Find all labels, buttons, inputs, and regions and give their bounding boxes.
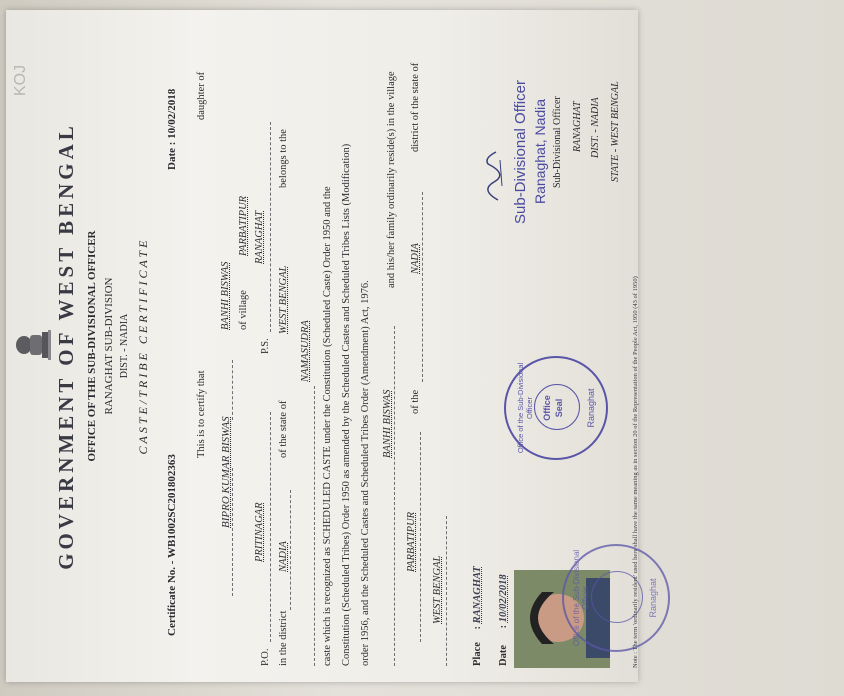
district-label: in the district bbox=[278, 610, 289, 666]
po-value: PRITINAGAR bbox=[254, 502, 265, 562]
signatory-place: RANAGHAT bbox=[572, 101, 583, 152]
issue-date: 10/02/2018 bbox=[166, 88, 178, 139]
certificate-number-label: Certificate No. - bbox=[166, 560, 178, 636]
government-heading: GOVERNMENT OF WEST BENGAL bbox=[54, 122, 78, 570]
ps-label: P.S. bbox=[260, 338, 271, 354]
certificate-number-row bbox=[166, 454, 178, 636]
resident-village-underline bbox=[420, 432, 421, 642]
recognition-line-3: order 1956, and the Scheduled Castes and Scheduled Tribes Order (Amendment) Act, 1976. bbox=[360, 280, 371, 666]
village-value: PARBATIPUR bbox=[238, 195, 249, 256]
signatory-designation: Sub-Divisional Officer bbox=[552, 96, 563, 188]
certificate-paper bbox=[6, 10, 658, 682]
resident-district: NADIA bbox=[410, 243, 421, 274]
resident-name: BANHI BISWAS bbox=[382, 389, 393, 458]
belongs-label: belongs to the bbox=[278, 129, 289, 188]
officer-signature bbox=[476, 144, 506, 204]
ps-value: RANAGHAT bbox=[254, 210, 265, 264]
office-seal-outer: Office of the Sub-Divisional Officer bbox=[516, 362, 534, 454]
footer-date-value: 10/02/2018 bbox=[498, 574, 509, 623]
resident-village: PARBATIPUR bbox=[406, 511, 417, 572]
issue-date-label: Date : bbox=[166, 141, 178, 170]
footer-date-label: Date bbox=[498, 645, 509, 666]
district-underline bbox=[290, 490, 291, 610]
signatory-stamp-line-1: Sub-Divisional Officer bbox=[512, 80, 529, 224]
signatory-state: STATE - WEST BENGAL bbox=[610, 81, 621, 182]
district-value: NADIA bbox=[278, 541, 289, 572]
po-label: P.O. bbox=[260, 648, 271, 666]
office-seal-bottom: Ranaghat bbox=[586, 388, 596, 428]
photo-seal-bottom: Ranaghat bbox=[648, 578, 658, 618]
corner-mark: KOJ bbox=[12, 64, 29, 96]
state-value: WEST BENGAL bbox=[278, 265, 289, 334]
village-label: of village bbox=[238, 290, 249, 330]
resident-name-underline bbox=[394, 326, 395, 666]
po-underline bbox=[270, 412, 271, 642]
district-of-state-label: district of the state of bbox=[410, 62, 421, 152]
subdivision-heading: RANAGHAT SUB-DIVISION bbox=[103, 277, 115, 415]
certify-intro: This is to certify that bbox=[196, 370, 207, 458]
relation-label: daughter of bbox=[196, 71, 207, 120]
resident-state-underline bbox=[446, 516, 447, 666]
parent-underline bbox=[232, 360, 233, 420]
district-heading: DIST. - NADIA bbox=[119, 313, 130, 379]
signatory-stamp-line-2: Ranaghat, Nadia bbox=[532, 98, 548, 204]
ps-underline bbox=[270, 122, 271, 332]
resident-district-underline bbox=[422, 192, 423, 382]
certificate-title: CASTE/TRIBE CERTIFICATE bbox=[136, 237, 150, 455]
office-seal-inner-2: Seal bbox=[554, 398, 564, 418]
office-seal bbox=[504, 356, 608, 460]
state-label: of the state of bbox=[278, 400, 289, 458]
parent-name: BANHI BISWAS bbox=[220, 261, 231, 330]
footer-date-row: Date : 10/02/2018 bbox=[498, 574, 509, 666]
signatory-district: DIST. - NADIA bbox=[590, 97, 601, 158]
photo-seal-outer: Office of the Sub-Divisional Officer bbox=[572, 549, 590, 647]
office-heading: OFFICE OF THE SUB-DIVISIONAL OFFICER bbox=[86, 230, 98, 462]
recognition-line-1: caste which is recognized as SCHEDULED CASTE under the Constitution (Scheduled Caste) Order 1950 and the bbox=[322, 186, 333, 666]
of-the-label: of the bbox=[410, 389, 421, 414]
resident-label: and his/her family ordinarily reside(s) in the village bbox=[386, 71, 397, 288]
certificate-number: WB1002SC201802363 bbox=[166, 454, 178, 558]
place-row: Place : RANAGHAT bbox=[472, 566, 483, 666]
certificate-content bbox=[6, 10, 658, 682]
photo-seal bbox=[562, 544, 670, 652]
resident-state: WEST BENGAL bbox=[432, 555, 443, 624]
office-seal-inner-1: Office bbox=[542, 395, 552, 421]
caste-underline bbox=[314, 386, 315, 666]
recognition-line-2: Constitution (Scheduled Tribes) Order 1950 as amended by the Scheduled Castes and Scheduled Tribes Lists (Modification) bbox=[341, 143, 352, 666]
place-value: RANAGHAT bbox=[472, 566, 483, 624]
state-emblem bbox=[14, 328, 54, 362]
caste-value: NAMASUDRA bbox=[300, 320, 311, 382]
applicant-name: BIPRO KUMAR BISWAS bbox=[220, 416, 232, 528]
place-label: Place bbox=[472, 642, 483, 666]
footnote: Note : The term 'ordinarily resident' used here shall have the same meaning as in section 20 of the Representation of the People Act, 1950 (43 of 1950) bbox=[632, 276, 639, 668]
name-underline bbox=[232, 468, 233, 596]
issue-date-row bbox=[166, 89, 178, 170]
